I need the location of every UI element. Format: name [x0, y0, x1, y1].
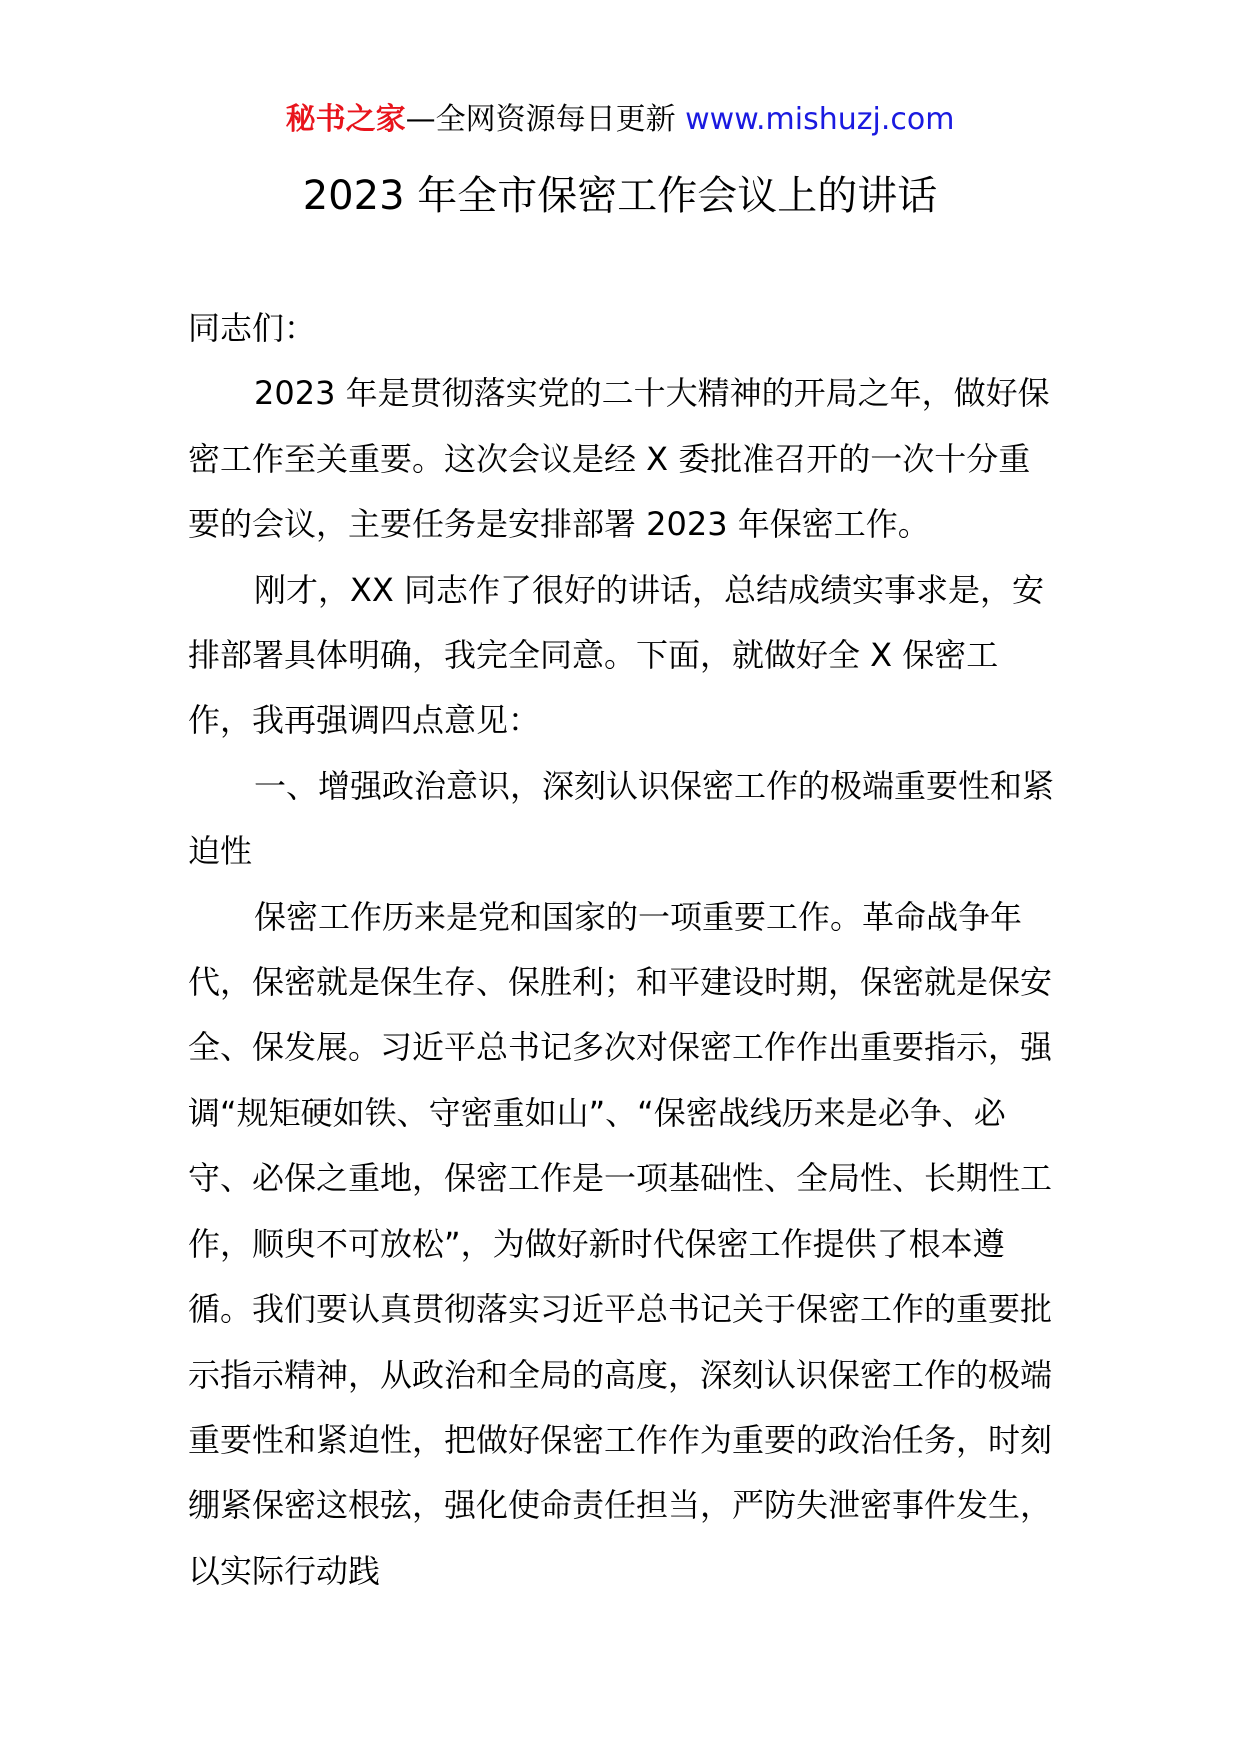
document-body [188, 296, 1054, 1604]
section-heading-1: 一、增强政治意识，深刻认识保密工作的极端重要性和紧迫性 [188, 766, 1055, 871]
brand-name: 秘书之家 [285, 102, 406, 137]
header-tagline: —全网资源每日更新 [405, 102, 676, 137]
document-title: 2023 年全市保密工作会议上的讲话 [302, 173, 938, 219]
paragraph-3: 保密工作历来是党和国家的一项重要工作。革命战争年代，保密就是保生存、保胜利；和平建设时期，保密就是保安全、保发展。习近平总书记多次对保密工作作出重要指示，强调“规矩硬如铁、守密重如山”、“保密战线历来是必争、必守、必保之重地，保密工作是一项基础性、全局性、长期性工作，顺臾不可放松”，为做好新时代保密工作提供了根本遵循。我们要认真贯彻落实习近平总书记关于保密工作的重要批示指示精神，从政治和全局的高度，深刻认识保密工作的极端重要性和紧迫性，把做好保密工作作为重要的政治任务，时刻绷紧保密这根弦，强化使命责任担当，严防失泄密事件发生，以实际行动践 [188, 897, 1053, 1590]
salutation: 同志们： [188, 309, 317, 347]
paragraph-1: 2023 年是贯彻落实党的二十大精神的开局之年，做好保密工作至关重要。这次会议是经 X 委批准召开的一次十分重要的会议，主要任务是安排部署 2023 年保密工作。 [188, 374, 1050, 544]
paragraph-2: 刚才，XX 同志作了很好的讲话，总结成绩实事求是，安排部署具体明确，我完全同意。下面，就做好全 X 保密工作，我再强调四点意见： [188, 570, 1045, 740]
site-header [0, 100, 1240, 140]
site-url-link[interactable]: www.mishuzj.com [685, 102, 955, 137]
